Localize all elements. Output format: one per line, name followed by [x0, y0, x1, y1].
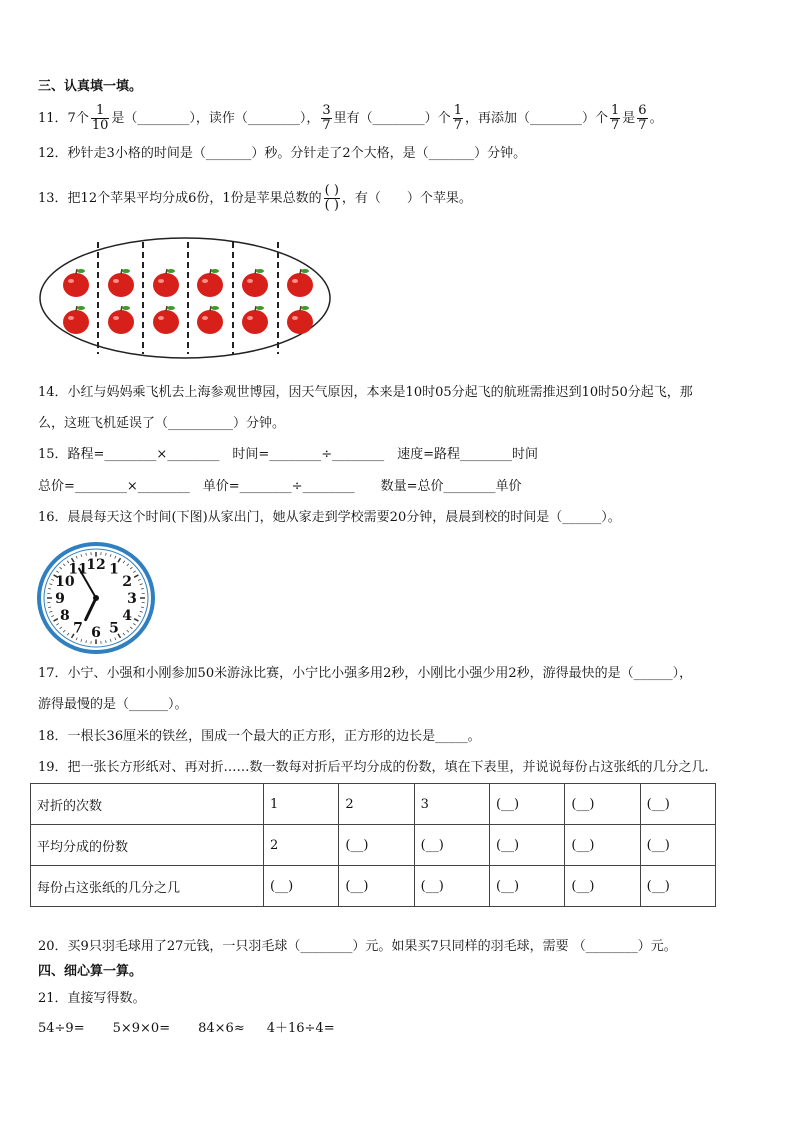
question-16: 16．晨晨每天这个时间(下图)从家出门，她从家走到学校需要20分钟，晨晨到校的时间是（______）。 — [38, 510, 621, 525]
arithmetic-item: 84×6≈ — [198, 1021, 245, 1036]
table-cell: 1 — [264, 784, 339, 825]
fraction: $\frac{3}{7}$ — [322, 103, 331, 133]
table-cell: (__) — [414, 866, 489, 907]
apple-icon — [287, 269, 313, 297]
arithmetic-item: 5×9×0= — [112, 1021, 171, 1036]
arithmetic-row — [38, 1020, 335, 1038]
question-21: 21．直接写得数。 — [38, 991, 146, 1006]
table-cell: (__) — [565, 825, 640, 866]
apple-icon — [242, 269, 268, 297]
question-11: 11．7个 $\frac{1}{10}$ 是（________），读作（________）， $\frac{3}{7}$ 里有（________）个 $\frac{1}{7}$ ，再添加（________）个 $\frac{1}{7}$ 是 $\frac{6}{7}$ 。 — [38, 103, 663, 133]
apple-icon — [153, 269, 179, 297]
question-12: 12．秒针走3小格的时间是（_______）秒。分针走了2个大格，是（_______）分钟。 — [38, 146, 527, 161]
question-17-line1: 17．小宁、小强和小刚参加50米游泳比赛，小宁比小强多用2秒，小刚比小强少用2秒，游得最快的是（______）， — [38, 666, 693, 681]
table-cell: 2 — [264, 825, 339, 866]
table-cell: (__) — [489, 825, 564, 866]
apple-icon — [63, 306, 89, 334]
question-15-line2: 总价=________×________ 单价=________÷________ 数量=总价________单价 — [38, 479, 522, 494]
clock-number: 7 — [73, 620, 83, 637]
clock-number: 11 — [68, 561, 88, 578]
fraction: $\frac{1}{10}$ — [91, 103, 109, 133]
question-18: 18．一根长36厘米的铁丝，围成一个最大的正方形，正方形的边长是_____。 — [38, 729, 481, 744]
row-label: 每份占这张纸的几分之几 — [31, 866, 264, 907]
apple-icon — [108, 306, 134, 334]
table-row — [31, 825, 716, 866]
arithmetic-item: 54÷9= — [38, 1021, 85, 1036]
table-cell: (__) — [339, 825, 414, 866]
table-cell: 3 — [414, 784, 489, 825]
table-cell: (__) — [565, 784, 640, 825]
question-15-line1: 15．路程=________×________ 时间=________÷________ 速度=路程________时间 — [38, 447, 539, 462]
table-cell: 2 — [339, 784, 414, 825]
table-row — [31, 866, 716, 907]
table-cell: (__) — [489, 866, 564, 907]
apple-icon — [197, 306, 223, 334]
clock-number: 1 — [109, 561, 119, 578]
question-14-line1: 14．小红与妈妈乘飞机去上海参观世博园，因天气原因，本来是10时05分起飞的航班需推迟到10时50分起飞，那 — [38, 385, 693, 400]
apple-icon — [153, 306, 179, 334]
fraction: $\frac{6}{7}$ — [638, 103, 647, 133]
clock-number: 10 — [55, 574, 75, 590]
question-13: 13．把12个苹果平均分成6份，1份是苹果总数的 $\frac{( )}{( )}$ ，有（ ）个苹果。 — [38, 183, 472, 213]
clock-number: 9 — [55, 591, 65, 607]
fraction: $\frac{1}{7}$ — [610, 103, 620, 133]
fraction: $\frac{( )}{( )}$ — [324, 183, 339, 213]
clock-number: 4 — [122, 608, 133, 624]
table-cell: (__) — [489, 784, 564, 825]
clock-number: 12 — [86, 557, 106, 573]
table-cell: (__) — [264, 866, 339, 907]
question-17-line2: 游得最慢的是（______）。 — [38, 697, 188, 712]
apple-icon — [287, 306, 313, 334]
apple-icon — [197, 269, 223, 297]
clock-illustration — [36, 542, 156, 654]
clock-number: 3 — [127, 591, 137, 607]
apple-icon — [63, 269, 89, 297]
question-20: 20．买9只羽毛球用了27元钱，一只羽毛球（________）元。如果买7只同样的羽毛球，需要 （________）元。 — [38, 939, 677, 954]
clock-number: 6 — [91, 625, 101, 641]
table-cell: (__) — [640, 784, 715, 825]
table-cell: (__) — [414, 825, 489, 866]
fraction: $\frac{1}{7}$ — [453, 103, 462, 133]
clock-center — [93, 595, 99, 601]
arithmetic-item: 4＋16÷4= — [266, 1021, 335, 1036]
clock-number: 5 — [109, 620, 119, 637]
question-19: 19．把一张长方形纸对、再对折……数一数每对折后平均分成的份数，填在下表里，并说说每份占这张纸的几分之几. — [38, 760, 709, 775]
table-row — [31, 784, 716, 825]
table-cell: (__) — [640, 825, 715, 866]
table-cell: (__) — [565, 866, 640, 907]
fold-table — [30, 783, 716, 907]
apples-ellipse — [40, 238, 330, 358]
table-cell: (__) — [640, 866, 715, 907]
row-label: 平均分成的份数 — [31, 825, 264, 866]
table-cell: (__) — [339, 866, 414, 907]
clock-number: 2 — [122, 574, 133, 590]
clock-number: 8 — [59, 608, 70, 624]
section-title-4: 四、细心算一算。 — [38, 964, 143, 979]
apple-icon — [242, 306, 268, 334]
row-label: 对折的次数 — [31, 784, 264, 825]
apples-illustration — [38, 236, 333, 360]
question-14-line2: 么，这班飞机延误了（__________）分钟。 — [38, 416, 286, 431]
section-title-3: 三、认真填一填。 — [38, 79, 143, 94]
apple-icon — [108, 269, 134, 297]
